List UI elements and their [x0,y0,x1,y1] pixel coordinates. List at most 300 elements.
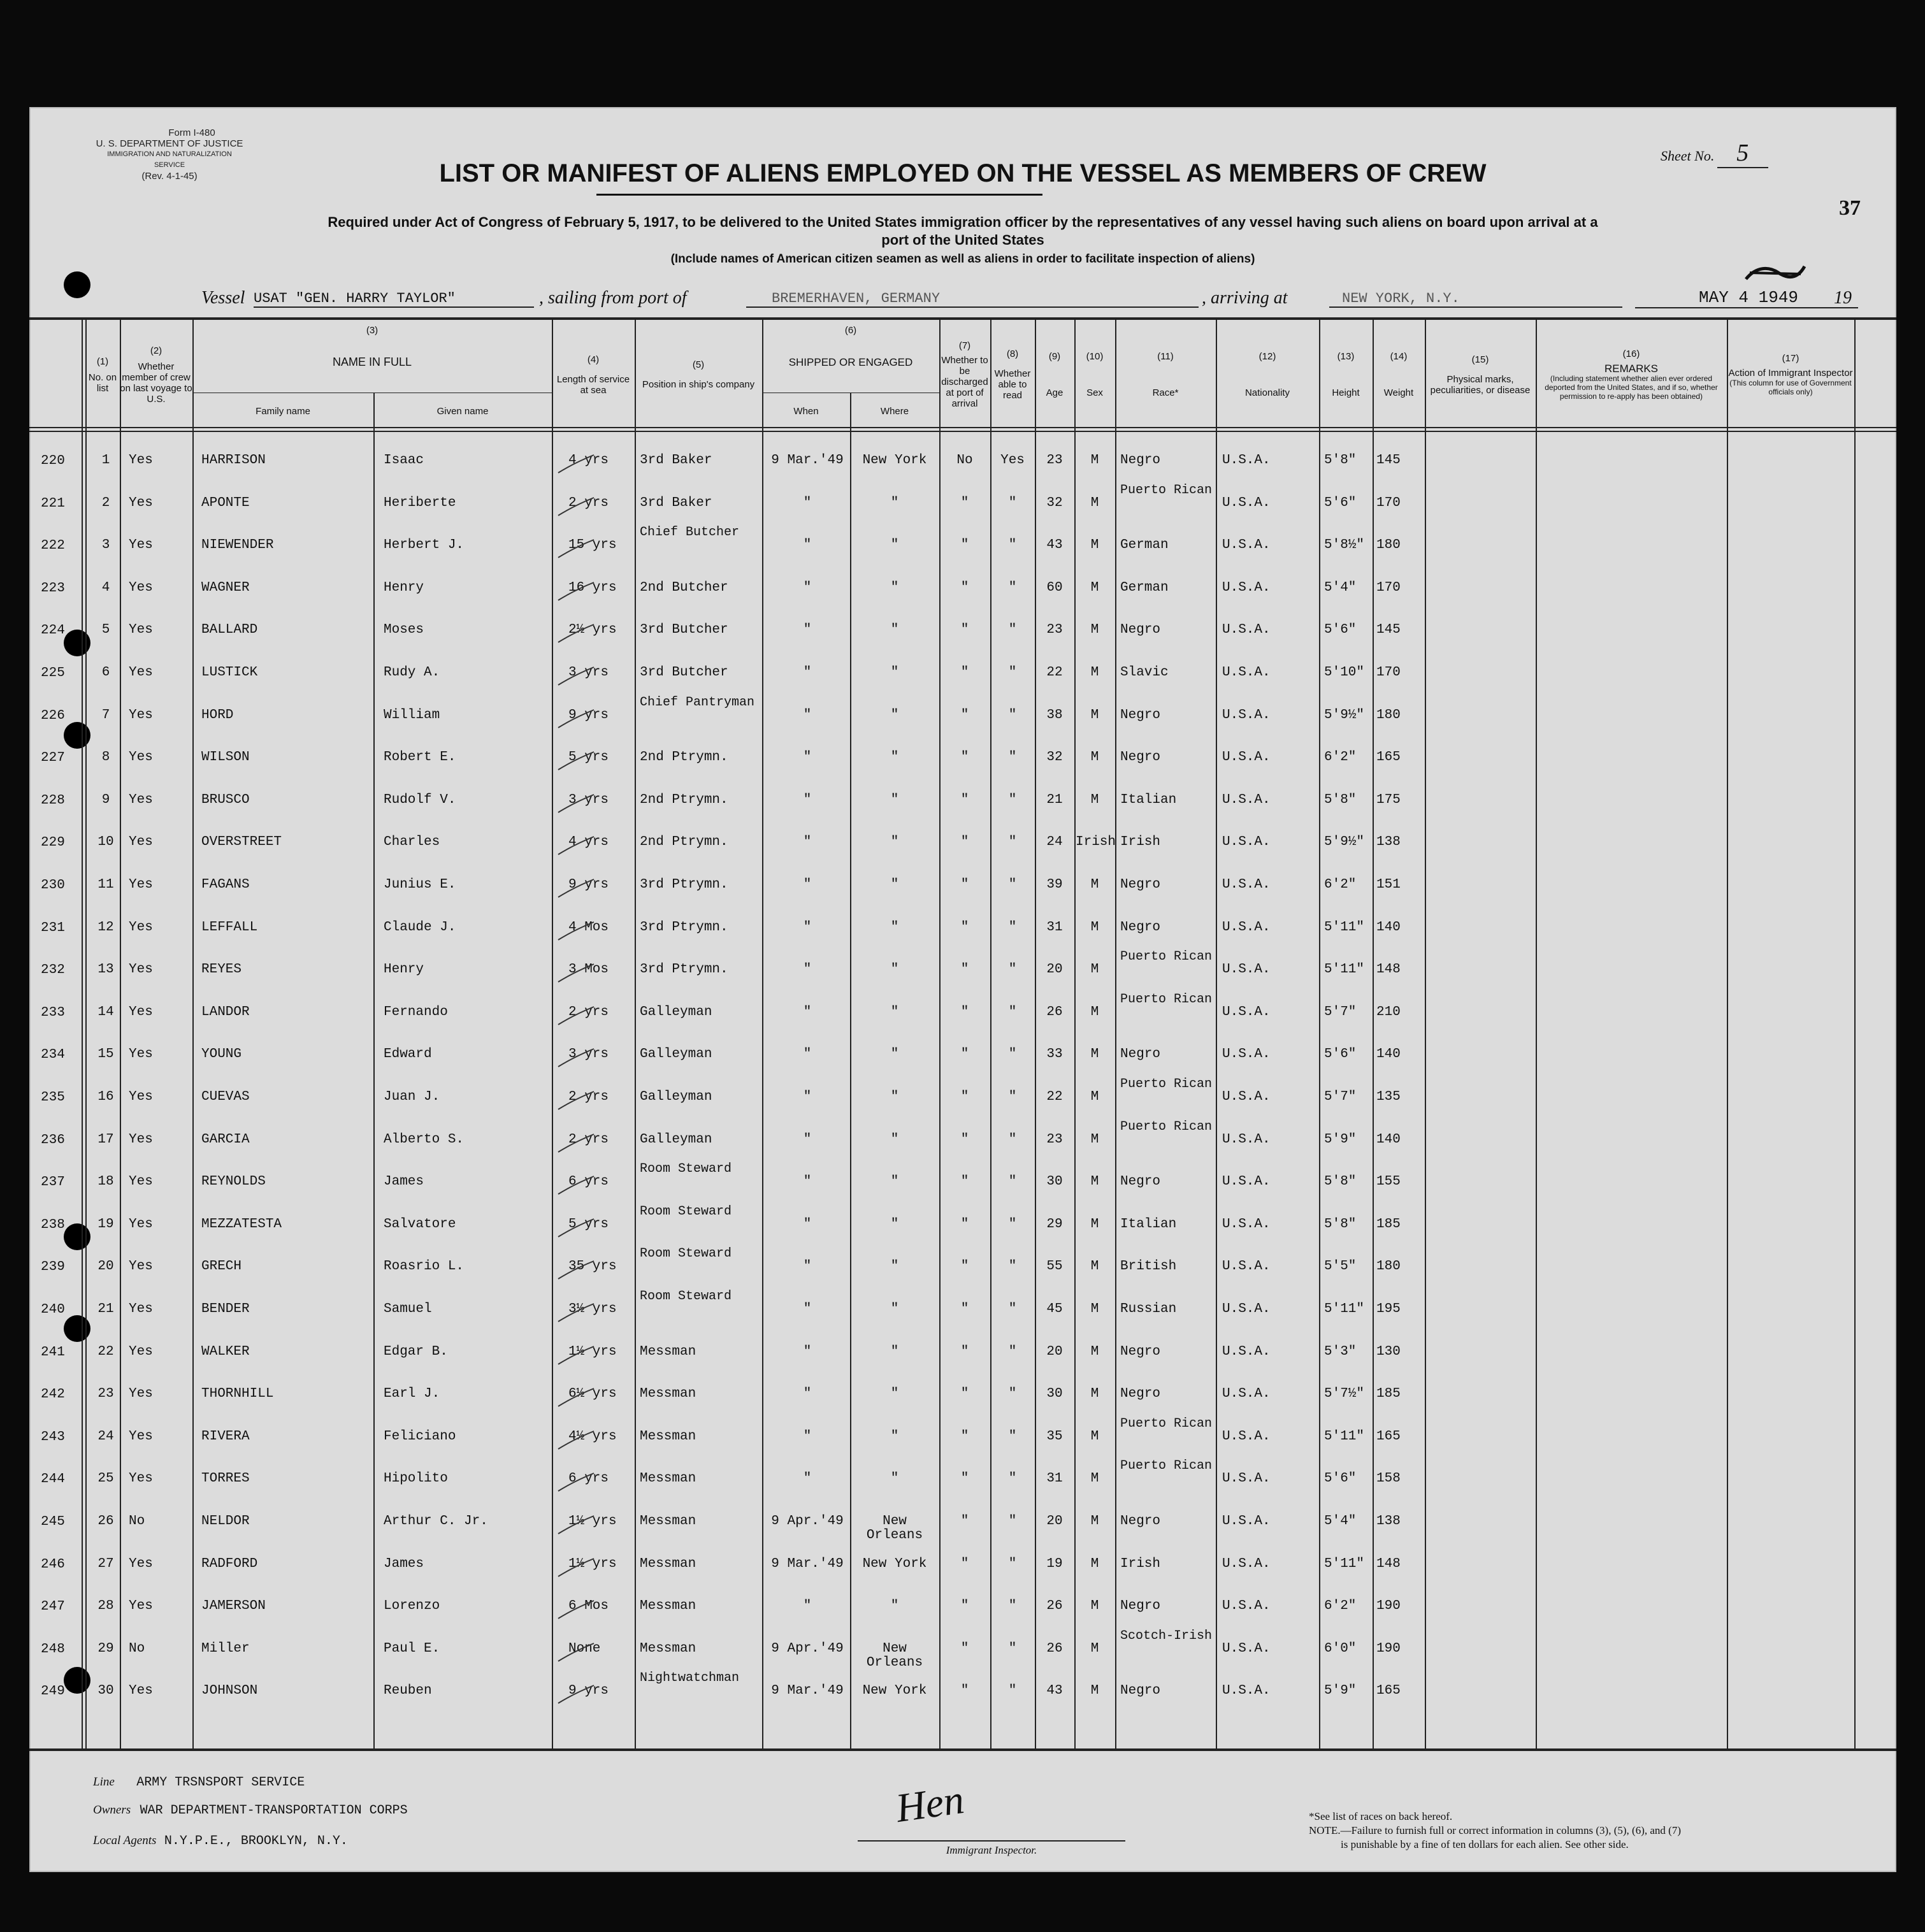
cell-family: LANDOR [201,1004,250,1020]
cell-when: " [803,1047,812,1062]
cell-when: " [803,580,812,595]
col-8-num: (8) [1006,349,1019,359]
cell-family: LUSTICK [201,665,258,680]
arrival-date: MAY 4 1949 [1635,288,1858,308]
cell-age: 45 [1046,1302,1063,1316]
cell-where: " [890,665,899,680]
cell-nationality: U.S.A. [1222,1429,1271,1444]
cell-discharged: " [960,1683,969,1699]
cell-given: Samuel [384,1302,432,1316]
cell-sex: M [1090,750,1099,765]
cell-read: " [1008,962,1017,977]
crew-table [29,317,1896,1751]
cell-age: 26 [1046,1004,1063,1020]
cell-sex: M [1090,1216,1099,1232]
cell-given: Henry [384,580,424,595]
cell-age: 33 [1046,1047,1063,1062]
cell-crew: Yes [129,1090,153,1104]
cell-weight: 148 [1376,962,1401,977]
line-label: Line [93,1775,115,1789]
cell-read: " [1008,835,1017,850]
cell-given: Junius E. [384,877,456,892]
line-number: 237 [41,1175,65,1190]
cell-position: 3rd Baker [640,495,712,510]
cell-crew: Yes [129,1599,153,1614]
cell-where: " [890,1259,899,1274]
cell-age: 38 [1046,707,1063,723]
cell-position: Chief Pantryman [640,695,755,710]
cell-race: Negro [1120,877,1161,892]
cell-where: " [890,1599,899,1614]
cell-discharged: " [960,1471,969,1487]
cell-position: Messman [640,1471,696,1487]
cell-where: " [890,919,899,935]
cell-when: " [803,707,812,723]
arriving-label: , arriving at [1202,288,1288,308]
cell-race: Puerto Rican [1120,482,1213,498]
cell-given: Reuben [384,1683,432,1699]
cell-no: 30 [97,1683,114,1699]
table-row [29,568,1896,611]
cell-position: Room Steward [640,1246,732,1262]
cell-discharged: " [960,580,969,595]
cell-sex: M [1090,962,1099,977]
cell-weight: 140 [1376,1132,1401,1147]
cell-family: HORD [201,707,234,723]
voyage-line [201,288,1852,314]
cell-sex: M [1090,877,1099,892]
cell-read: " [1008,495,1017,510]
cell-weight: 185 [1376,1387,1401,1402]
cell-position: 3rd Ptrymn. [640,962,728,977]
cell-discharged: " [960,538,969,553]
tally-mark [556,1343,600,1368]
cell-weight: 158 [1376,1471,1401,1487]
line-number: 248 [41,1641,65,1657]
cell-service: 6 yrs [568,1471,609,1487]
cell-weight: 148 [1376,1556,1401,1571]
cell-race: Puerto Rican [1120,1459,1213,1474]
cell-service: None [568,1641,601,1656]
cell-no: 3 [101,538,110,553]
cell-when: " [803,1599,812,1614]
cell-age: 23 [1046,453,1063,468]
cell-read: " [1008,1683,1017,1699]
cell-no: 17 [97,1132,114,1147]
cell-service: 9 yrs [568,1683,609,1699]
cell-weight: 135 [1376,1090,1401,1104]
cell-discharged: " [960,1090,969,1104]
cell-crew: Yes [129,1344,153,1359]
signature-line [858,1840,1125,1842]
cell-no: 24 [97,1429,114,1444]
cell-no: 12 [97,919,114,935]
line-number: 234 [41,1048,65,1063]
line-number: 222 [41,538,65,554]
cell-when: " [803,835,812,850]
cell-when: " [803,495,812,510]
cell-position: 2nd Ptrymn. [640,792,728,807]
cell-given: Salvatore [384,1216,456,1232]
cell-discharged: " [960,877,969,892]
cell-sex: M [1090,1047,1099,1062]
cell-weight: 180 [1376,1259,1401,1274]
col-14-label: Weight [1383,387,1414,398]
cell-family: HARRISON [201,453,266,468]
col-2-label: Whether member of crew on last voyage to U.S. [120,361,192,405]
table-row [29,1671,1896,1714]
cell-given: Roasrio L. [384,1259,465,1274]
cell-given: William [384,707,440,723]
cell-service: 3 yrs [568,665,609,680]
cell-nationality: U.S.A. [1222,665,1271,680]
cell-discharged: " [960,962,969,977]
cell-where: New Orleans [866,1514,923,1543]
cell-service: 3 yrs [568,1047,609,1062]
cell-when: " [803,1429,812,1444]
cell-nationality: U.S.A. [1222,1132,1271,1147]
col-15-header [1425,322,1536,427]
col-12-num: (12) [1258,351,1276,362]
cell-no: 29 [97,1641,114,1656]
cell-when: " [803,1004,812,1020]
cell-family: GARCIA [201,1132,250,1147]
col-10-header [1074,322,1115,427]
cell-given: Rudolf V. [384,792,456,807]
cell-discharged: " [960,1132,969,1147]
cell-when: 9 Mar.'49 [771,1683,844,1699]
cell-crew: Yes [129,1047,153,1062]
table-row [29,1162,1896,1205]
cell-service: 9 yrs [568,877,609,892]
cell-family: JOHNSON [201,1683,258,1699]
cell-sex: M [1090,495,1099,510]
cell-crew: No [129,1641,145,1656]
tally-mark [556,1427,600,1453]
cell-nationality: U.S.A. [1222,750,1271,765]
cell-crew: Yes [129,792,153,807]
where-header: Where [880,405,909,417]
tally-mark [556,663,600,689]
cell-height: 6'2" [1324,877,1357,892]
cell-read: " [1008,623,1017,638]
col-16-header [1536,322,1727,427]
cell-age: 31 [1046,1471,1063,1487]
cell-position: Messman [640,1344,696,1359]
cell-given: Edward [384,1047,432,1062]
cell-service: 6 yrs [568,1174,609,1190]
cell-no: 16 [97,1090,114,1104]
cell-nationality: U.S.A. [1222,495,1271,510]
cell-weight: 151 [1376,877,1401,892]
cell-nationality: U.S.A. [1222,1471,1271,1487]
table-row [29,653,1896,696]
cell-given: Earl J. [384,1387,440,1402]
cell-given: Moses [384,623,424,638]
cell-family: NIEWENDER [201,538,274,553]
line-number: 241 [41,1344,65,1360]
cell-nationality: U.S.A. [1222,538,1271,553]
col-1-header [85,322,120,427]
cell-read: " [1008,877,1017,892]
cell-discharged: " [960,707,969,723]
cell-age: 30 [1046,1387,1063,1402]
cell-weight: 145 [1376,623,1401,638]
cell-family: FAGANS [201,877,250,892]
cell-crew: Yes [129,495,153,510]
cell-crew: Yes [129,1302,153,1316]
cell-read: " [1008,1047,1017,1062]
cell-service: 4 yrs [568,453,609,468]
col-16-note: (Including statement whether alien ever ordered deported from the United States, and if so, whether permission to re-apply has been obtained) [1545,374,1718,401]
cell-where: " [890,877,899,892]
table-row [29,484,1896,526]
cell-position: 2nd Butcher [640,580,728,595]
line-number: 238 [41,1217,65,1232]
cell-weight: 170 [1376,495,1401,510]
sailing-label: , sailing from port of [539,288,687,308]
cell-no: 23 [97,1387,114,1402]
line-number: 230 [41,878,65,893]
col-9-num: (9) [1048,351,1061,362]
cell-position: Messman [640,1641,696,1656]
tally-mark [556,1640,600,1665]
cell-family: RIVERA [201,1429,250,1444]
cell-read: " [1008,1514,1017,1529]
line-number: 221 [41,496,65,511]
cell-where: " [890,538,899,553]
sailing-port: BREMERHAVEN, GERMANY [746,291,1199,308]
cell-when: 9 Mar.'49 [771,1556,844,1571]
cell-service: 15 yrs [568,538,617,553]
cell-race: Puerto Rican [1120,949,1213,965]
cell-position: 3rd Butcher [640,623,728,638]
cell-service: 16 yrs [568,580,617,595]
cell-crew: Yes [129,919,153,935]
cell-when: " [803,1216,812,1232]
cell-no: 27 [97,1556,114,1571]
cell-when: " [803,1302,812,1316]
cell-where: " [890,707,899,723]
cell-when: " [803,1174,812,1190]
binder-hole [64,271,90,298]
line-number: 228 [41,793,65,808]
cell-service: 5 yrs [568,1216,609,1232]
cell-race: Negro [1120,750,1161,765]
cell-age: 43 [1046,538,1063,553]
cell-when: " [803,1387,812,1402]
cell-discharged: " [960,1047,969,1062]
cell-age: 35 [1046,1429,1063,1444]
tally-mark [556,1300,600,1325]
cell-discharged: " [960,1344,969,1359]
cell-race: Negro [1120,1599,1161,1614]
cell-family: MEZZATESTA [201,1216,282,1232]
cell-weight: 210 [1376,1004,1401,1020]
cell-no: 13 [97,962,114,977]
cell-weight: 140 [1376,1047,1401,1062]
cell-family: LEFFALL [201,919,258,935]
col-4-label: Length of service at sea [556,373,630,396]
line-number: 229 [41,835,65,851]
cell-crew: Yes [129,1387,153,1402]
inspector-label: Immigrant Inspector. [946,1844,1037,1856]
col-9-label: Age [1046,387,1063,398]
manifest-title: LIST OR MANIFEST OF ALIENS EMPLOYED ON THE VESSEL AS MEMBERS OF CREW [439,159,1487,187]
cell-nationality: U.S.A. [1222,1090,1271,1104]
cell-race: Puerto Rican [1120,1119,1213,1134]
cell-height: 5'8" [1324,792,1357,807]
cell-when: " [803,877,812,892]
cell-weight: 170 [1376,665,1401,680]
cell-age: 55 [1046,1259,1063,1274]
cell-when: " [803,919,812,935]
col-14-header [1373,322,1425,427]
cell-race: Slavic [1120,665,1169,680]
cell-height: 5'9½" [1324,707,1365,723]
cell-where: " [890,1047,899,1062]
footer-notes [1309,1810,1882,1852]
cell-weight: 140 [1376,919,1401,935]
races-note: *See list of races on back hereof. [1309,1810,1453,1822]
line-number: 223 [41,580,65,596]
cell-race: German [1120,538,1169,553]
cell-height: 5'7½" [1324,1387,1365,1402]
cell-race: Italian [1120,792,1177,807]
cell-position: Messman [640,1599,696,1614]
col-17-note: (This column for use of Government officials only) [1729,378,1852,396]
cell-given: Fernando [384,1004,448,1020]
cell-where: " [890,792,899,807]
line-number: 236 [41,1132,65,1148]
cell-discharged: " [960,919,969,935]
cell-given: Rudy A. [384,665,440,680]
cell-read: " [1008,1132,1017,1147]
table-row [29,1545,1896,1587]
cell-nationality: U.S.A. [1222,1302,1271,1316]
cell-no: 28 [97,1599,114,1614]
cell-discharged: " [960,1556,969,1571]
cell-when: 9 Apr.'49 [771,1641,844,1656]
cell-nationality: U.S.A. [1222,1641,1271,1656]
cell-given: Hipolito [384,1471,448,1487]
line-number: 239 [41,1260,65,1275]
col-9-header [1035,322,1074,427]
line-number: 244 [41,1472,65,1487]
cell-family: REYNOLDS [201,1174,266,1190]
cell-crew: Yes [129,665,153,680]
cell-discharged: " [960,1514,969,1529]
cell-race: Negro [1120,1344,1161,1359]
cell-height: 5'11" [1324,1302,1365,1316]
cell-race: Negro [1120,707,1161,723]
cell-sex: M [1090,1004,1099,1020]
cell-read: " [1008,1090,1017,1104]
cell-service: 3 yrs [568,792,609,807]
col-13-num: (13) [1337,351,1355,362]
cell-position: Chief Butcher [640,525,740,540]
cell-discharged: " [960,750,969,765]
cell-discharged: " [960,495,969,510]
cell-read: " [1008,580,1017,595]
year-label: 19 [1834,288,1852,308]
col-5-header [635,322,762,427]
cell-family: REYES [201,962,242,977]
cell-family: GRECH [201,1259,242,1274]
col-12-label: Nationality [1244,387,1290,398]
cell-height: 5'11" [1324,919,1365,935]
cell-nationality: U.S.A. [1222,835,1271,850]
cell-age: 20 [1046,1514,1063,1529]
cell-when: " [803,792,812,807]
cell-height: 5'4" [1324,580,1357,595]
table-row [29,696,1896,739]
cell-age: 26 [1046,1641,1063,1656]
owners-value: WAR DEPARTMENT-TRANSPORTATION CORPS [140,1803,408,1818]
cell-where: " [890,495,899,510]
cell-crew: Yes [129,453,153,468]
cell-sex: M [1090,580,1099,595]
cell-where: New York [862,1683,927,1699]
cell-position: Messman [640,1556,696,1571]
cell-position: 3rd Butcher [640,665,728,680]
cell-sex: Irish [1076,835,1116,850]
col-1-num: (1) [96,356,109,367]
cell-crew: Yes [129,1471,153,1487]
tally-mark [556,918,600,944]
cell-no: 25 [97,1471,114,1487]
cell-nationality: U.S.A. [1222,623,1271,638]
cell-age: 30 [1046,1174,1063,1190]
cell-position: Galleyman [640,1047,712,1062]
table-bottom-rule [29,1748,1896,1751]
cell-service: 5 yrs [568,750,609,765]
col-10-label: Sex [1086,387,1103,398]
cell-read: " [1008,707,1017,723]
col-14-num: (14) [1390,351,1408,362]
cell-age: 31 [1046,919,1063,935]
table-row [29,865,1896,908]
cell-height: 5'8½" [1324,538,1365,553]
cell-age: 19 [1046,1556,1063,1571]
tally-mark [556,1003,600,1028]
col-16-num: (16) [1622,349,1640,359]
cell-no: 1 [101,453,110,468]
tally-mark [556,1215,600,1241]
cell-read: " [1008,538,1017,553]
cell-crew: Yes [129,623,153,638]
cell-weight: 145 [1376,453,1401,468]
tally-mark [556,1045,600,1071]
cell-no: 6 [101,665,110,680]
agents-value: N.Y.P.E., BROOKLYN, N.Y. [164,1834,348,1849]
cell-position: Room Steward [640,1204,732,1219]
cell-no: 19 [97,1216,114,1232]
cell-no: 2 [101,495,110,510]
cell-sex: M [1090,1302,1099,1316]
col-11-header [1115,322,1216,427]
cell-position: Messman [640,1387,696,1402]
cell-family: BENDER [201,1302,250,1316]
tally-mark [556,451,600,477]
subtitle-line3: (Include names of American citizen seamen as well as aliens in order to facilitate inspection of aliens) [670,252,1255,266]
cell-given: Edgar B. [384,1344,448,1359]
tally-mark [556,960,600,986]
cell-crew: Yes [129,962,153,977]
cell-age: 32 [1046,750,1063,765]
table-row [29,950,1896,993]
cell-no: 18 [97,1174,114,1190]
